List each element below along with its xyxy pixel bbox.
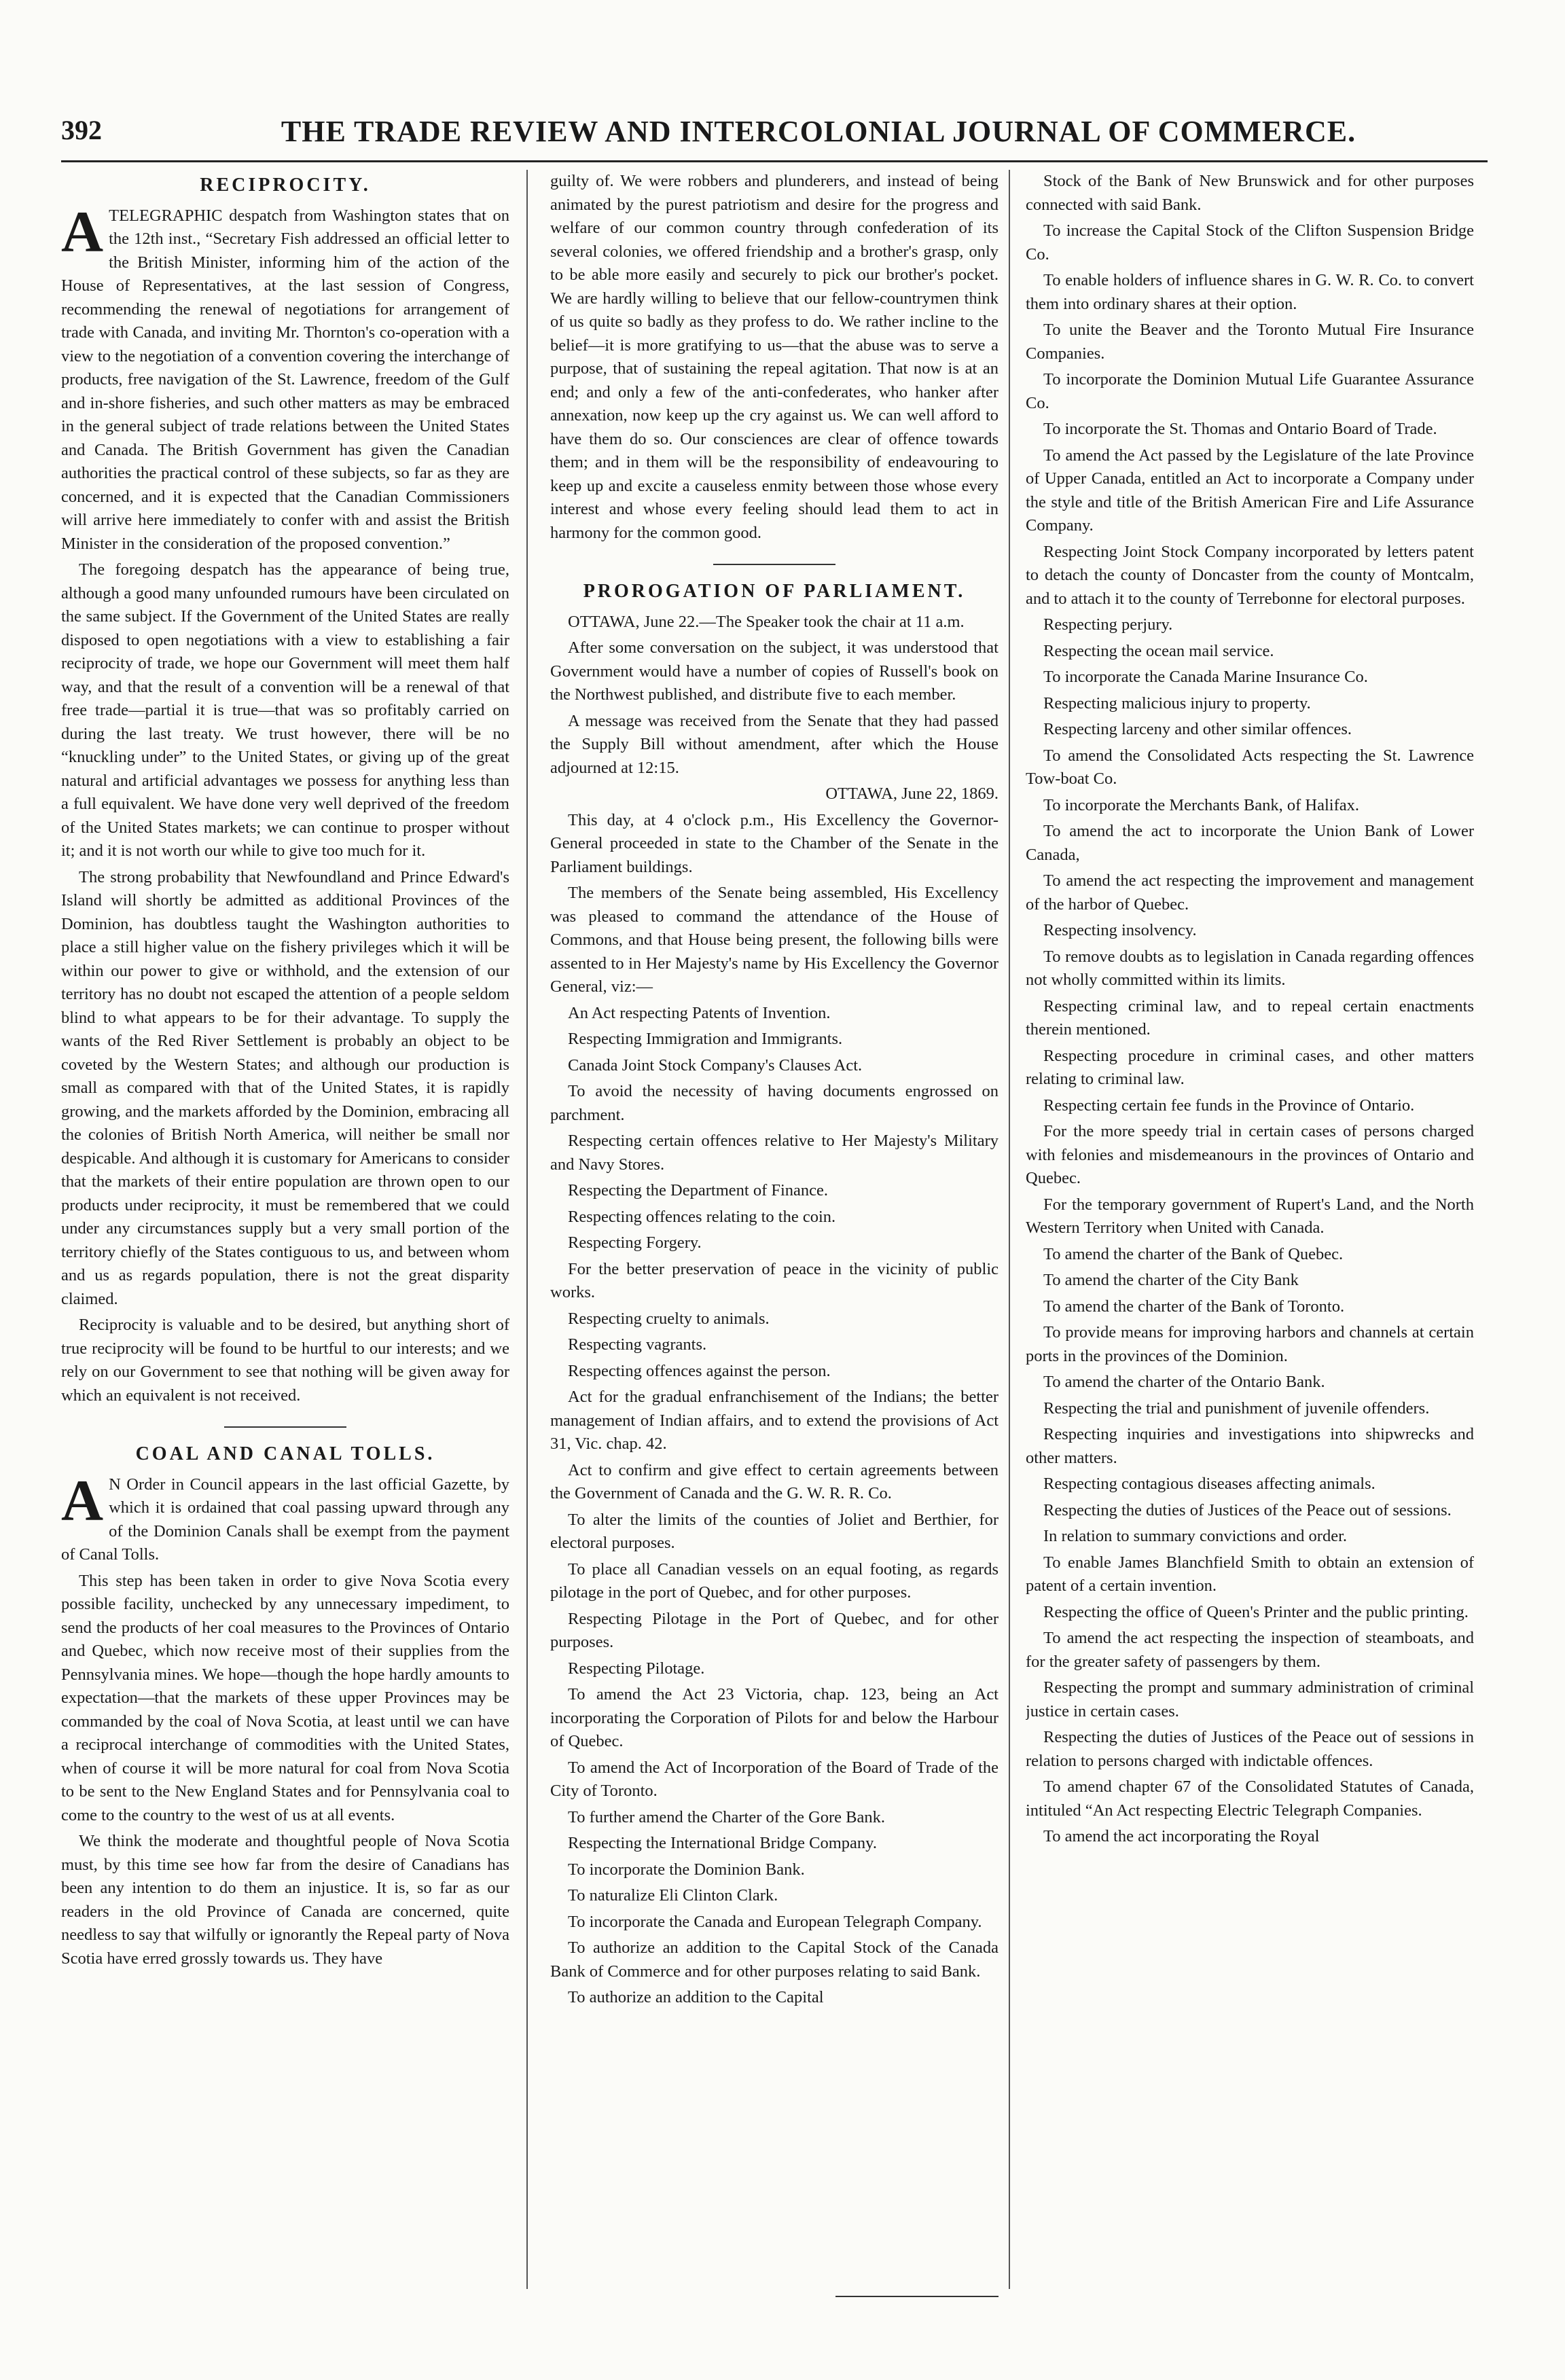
act-item: Respecting offences against the person. [568, 1361, 831, 1380]
act-item: To incorporate the Merchants Bank, of Halifax. [1043, 795, 1359, 814]
act-item: To amend the act to incorporate the Union Bank of Lower Canada, [1026, 822, 1474, 864]
act-item: To alter the limits of the counties of Joliet and Berthier, for electoral purposes. [550, 1510, 999, 1552]
article-paragraph: The members of the Senate being assembled, His Excellency was pleased to command the attendance of the House of Commons, and that House being present, the following bills were assented to in Her Majesty's name by His Excellency the Governor General, viz:— [550, 884, 999, 996]
drop-cap: A [61, 198, 104, 264]
column-1 [61, 170, 509, 2289]
act-item: To amend the charter of the Ontario Bank. [1043, 1373, 1325, 1391]
act-item: Respecting the office of Queen's Printer and the public printing. [1043, 1602, 1469, 1621]
paragraph-text: N Order in Council appears in the last official Gazette, by which it is ordained that coal passing upward through any of the Dominion Canals shall be exempt from the payment of Canal Tolls. [61, 1475, 509, 1564]
act-item: To provide means for improving harbors and channels at certain ports in the provinces of the Dominion. [1026, 1323, 1474, 1365]
column-2 [550, 170, 999, 2289]
act-item: To authorize an addition to the Capital Stock of the Canada Bank of Commerce and for other purposes relating to said Bank. [550, 1939, 999, 1981]
act-item: Respecting the trial and punishment of juvenile offenders. [1043, 1399, 1430, 1418]
act-item: Respecting Immigration and Immigrants. [568, 1030, 843, 1048]
act-item: Respecting larceny and other similar offences. [1043, 720, 1352, 738]
act-item: To incorporate the Canada Marine Insurance Co. [1043, 668, 1368, 686]
act-item: To incorporate the Dominion Mutual Life Guarantee Assurance Co. [1026, 370, 1474, 412]
article-paragraph: The strong probability that Newfoundland and Prince Edward's Island will shortly be admitted as additional Provinces of the Dominion, has doubtless taught the Washington authorities to place a still higher value on the fishery privileges which it will be within our power to give or withhold, and the extension of our territory has no doubt not escaped the attention of a people seldom blind to what appears to be for their advantage. To supply the wants of the Red River Settlement is probably an object to be coveted by the Western States; and although our production is small as compared with that of the United States, it is rapidly growing, and the markets afforded by the Dominion, embracing all the colonies of British North America, will neither be small nor despicable. And although it is customary for Americans to consider that the markets of their entire population are thrown open to our products under reciprocity, it must be remembered that we could under any circumstances supply but a very small portion of the territory chiefly of the States contiguous to us, and between whom and us as regards population, there is not the great disparity claimed. [61, 867, 509, 1308]
act-item: Respecting cruelty to animals. [568, 1309, 770, 1328]
section-rule [224, 1426, 346, 1428]
act-item: To amend the charter of the Bank of Quebec. [1043, 1244, 1344, 1263]
act-item: Respecting Pilotage. [568, 1659, 705, 1678]
act-item: To place all Canadian vessels on an equal footing, as regards pilotage in the port of Quebec, and for other purposes. [550, 1559, 999, 1602]
act-item: To enable holders of influence shares in G. W. R. Co. to convert them into ordinary shares at their option. [1026, 271, 1474, 313]
act-item: To amend the act respecting the improvement and management of the harbor of Quebec. [1026, 871, 1474, 914]
act-item: To authorize an addition to the Capital [568, 1988, 824, 2006]
act-item: To amend the Act 23 Victoria, chap. 123, being an Act incorporating the Corporation of Pilots for and below the Harbour of Quebec. [550, 1685, 999, 1750]
acts-list [550, 1002, 999, 2010]
act-item: Respecting Forgery. [568, 1233, 702, 1252]
column-divider [526, 170, 528, 2289]
article-paragraph [61, 1467, 509, 1567]
act-item: To amend the act respecting the inspection of steamboats, and for the greater safety of passengers by them. [1026, 1629, 1474, 1671]
article-paragraph: After some conversation on the subject, it was understood that Government would have a number of copies of Russell's book on the Northwest published, and distribute five to each member. [550, 638, 999, 704]
article-paragraph: Reciprocity is valuable and to be desired, but anything short of true reciprocity will be found to be hurtful to our interests; and we rely on our Government to see that nothing will be given away for which an equivalent is not received. [61, 1316, 509, 1405]
act-item: Respecting certain fee funds in the Province of Ontario. [1043, 1096, 1415, 1115]
article-paragraph: A message was received from the Senate that they had passed the Supply Bill without amendment, after which the House adjourned at 12:15. [550, 711, 999, 777]
act-item: To unite the Beaver and the Toronto Mutual Fire Insurance Companies. [1026, 321, 1474, 363]
column-divider [1009, 170, 1010, 2289]
act-item: To naturalize Eli Clinton Clark. [568, 1886, 778, 1905]
act-item: For the more speedy trial in certain cases of persons charged with felonies and misdemeanours in the provinces of Ontario and Quebec. [1026, 1122, 1474, 1187]
dateline: OTTAWA, June 22, 1869. [825, 785, 999, 803]
act-item: Act to confirm and give effect to certain agreements between the Government of Canada and the G. W. R. R. Co. [550, 1460, 999, 1502]
act-item: Respecting contagious diseases affecting animals. [1043, 1475, 1375, 1493]
act-item: To increase the Capital Stock of the Clifton Suspension Bridge Co. [1026, 221, 1474, 264]
article-heading-reciprocity: RECIPROCITY. [200, 175, 371, 196]
act-item: Respecting criminal law, and to repeal certain enactments therein mentioned. [1026, 996, 1474, 1039]
page-number: 392 [61, 115, 102, 145]
article-paragraph: guilty of. We were robbers and plunderers, and instead of being animated by the purest patriotism and desire for the progress and welfare of our common country through confederation of its several colonies, we offered friendship and a brother's grasp, only to be able more easily and securely to pick our brother's pocket. We are hardly willing to believe that our fellow-countrymen think of us quite so badly as they profess to do. We rather incline to the belief—it is more gratifying to us—that the abuse was to serve a purpose, that of sustaining the repeal agitation. That now is at an end; and only a few of the anti-confederates, who hanker after annexation, now keep up the cry against us. We can well afford to have them do so. Our consciences are clear of offence towards them; and in them will be the responsibility of endeavouring to keep up and excite a causeless enmity between those whose every interest and whose every feeling should lead them to act in harmony for the common good. [550, 172, 999, 542]
act-item: To further amend the Charter of the Gore Bank. [568, 1807, 886, 1826]
act-item: Respecting inquiries and investigations into shipwrecks and other matters. [1026, 1425, 1474, 1467]
act-item: Respecting vagrants. [568, 1335, 707, 1354]
masthead-rule [61, 160, 1488, 162]
article-paragraph: This day, at 4 o'clock p.m., His Excellency the Governor-General proceeded in state to the Chamber of the Senate in the Parliament buildings. [550, 810, 999, 876]
article-heading-coal: COAL AND CANAL TOLLS. [135, 1443, 435, 1464]
act-item: Respecting the Department of Finance. [568, 1181, 829, 1200]
paragraph-text: TELEGRAPHIC despatch from Washington states that on the 12th inst., “Secretary Fish addressed an official letter to the British Minister, informing him of the action of the House of Representatives, at the last session of Congress, recommending the renewal of negotiations for arrangement of trade with Canada, and inviting Mr. Thornton's co-operation with a view to the negotiation of a convention covering the interchange of products, free navigation of the St. Lawrence, freedom of the Gulf and in-shore fisheries, and such other matters as may be embraced in the general subject of trade relations between the United States and Canada. The British Government has given the Canadian authorities the practical control of these subjects, so far as they are concerned, and it is expected that the Canadian Commissioners will arrive here immediately to confer with and assist the British Minister in the consideration of the proposed convention.” [61, 206, 509, 553]
act-item: Respecting the duties of Justices of the Peace out of sessions in relation to persons charged with indictable offences. [1026, 1728, 1474, 1770]
act-item: Respecting Joint Stock Company incorporated by letters patent to detach the county of Doncaster from the county of Montcalm, and to attach it to the county of Terrebonne for electoral purposes. [1026, 542, 1474, 608]
act-item: For the temporary government of Rupert's Land, and the North Western Territory when United with Canada. [1026, 1195, 1474, 1237]
act-item: Respecting the prompt and summary administration of criminal justice in certain cases. [1026, 1678, 1474, 1720]
act-item: To amend the Act of Incorporation of the Board of Trade of the City of Toronto. [550, 1758, 999, 1800]
article-paragraph [61, 198, 509, 556]
journal-title: THE TRADE REVIEW AND INTERCOLONIAL JOURNAL OF COMMERCE. [281, 115, 1356, 148]
acts-list [1026, 170, 1474, 1849]
act-item: To amend chapter 67 of the Consolidated Statutes of Canada, intituled “An Act respecting Electric Telegraph Companies. [1026, 1778, 1474, 1820]
act-item: Respecting certain offences relative to Her Majesty's Military and Navy Stores. [550, 1132, 999, 1174]
masthead [61, 114, 1488, 155]
article-paragraph: This step has been taken in order to give Nova Scotia every possible facility, unchecked by any unnecessary impediment, to send the products of her coal measures to the Provinces of Ontario and Quebec, which now receive most of their supplies from the Pennsylvania mines. We hope—though the hope hardly amounts to expectation—that the markets of these upper Provinces may be commanded by the coal of Nova Scotia, at least until we can have a reciprocal interchange of commodities with the United States, when of course it will be more natural for coal from Nova Scotia to be sent to the New England States and for Pennsylvania coal to come to the country to the west of us at all events. [61, 1571, 509, 1824]
act-item: To incorporate the Canada and European Telegraph Company. [568, 1912, 982, 1931]
article-paragraph: OTTAWA, June 22.—The Speaker took the chair at 11 a.m. [568, 612, 965, 631]
act-item: Respecting Pilotage in the Port of Quebec, and for other purposes. [550, 1609, 999, 1651]
act-item: Respecting the duties of Justices of the Peace out of sessions. [1043, 1500, 1452, 1519]
act-item: To remove doubts as to legislation in Canada regarding offences not wholly committed within its limits. [1026, 947, 1474, 989]
article-paragraph: The foregoing despatch has the appearance of being true, although a good many unfounded rumours have been circulated on the same subject. If the Government of the United States are really disposed to open negotiations with a view to establishing a fair reciprocity of trade, we hope our Government will meet them half way, and that the result of a convention will be a renewal of that free trade—partial it is true—that was so profitably carried on during the last treaty. We trust however, there will be no “knuckling under” to the United States, or giving up of the great natural and artificial advantages we possess for anything less than a full equivalent. We have done very well deprived of the freedom of the United States markets; we can continue to prosper without it; and it is not worth our while to give too much for it. [61, 560, 509, 860]
act-item: To amend the act incorporating the Royal [1043, 1827, 1320, 1845]
act-item: In relation to summary convictions and order. [1043, 1527, 1348, 1545]
act-item: To amend the Consolidated Acts respecting the St. Lawrence Tow-boat Co. [1026, 746, 1474, 788]
act-item: To amend the charter of the City Bank [1043, 1271, 1299, 1289]
column-3 [1026, 170, 1474, 2289]
article-paragraph: We think the moderate and thoughtful people of Nova Scotia must, by this time see how far from the desire of Canadians has been any intention to do them an injustice. It is, so far as our readers in the old Province of Canada are concerned, quite needless to say that wilfully or ignorantly the Repeal party of Nova Scotia have erred grossly towards us. They have [61, 1832, 509, 1968]
act-item: Respecting offences relating to the coin. [568, 1207, 836, 1226]
act-item: Respecting the International Bridge Company. [568, 1834, 877, 1852]
act-item: Respecting malicious injury to property. [1043, 693, 1311, 713]
act-item: Respecting insolvency. [1043, 921, 1197, 939]
act-item: To enable James Blanchfield Smith to obtain an extension of patent of a certain invention. [1026, 1553, 1474, 1595]
act-item: Respecting perjury. [1043, 615, 1173, 634]
drop-cap: A [61, 1467, 104, 1533]
act-item: Stock of the Bank of New Brunswick and for other purposes connected with said Bank. [1026, 172, 1474, 214]
act-item: To avoid the necessity of having documents engrossed on parchment. [550, 1082, 999, 1124]
section-rule [713, 564, 835, 565]
act-item: For the better preservation of peace in the vicinity of public works. [550, 1259, 999, 1301]
act-item: Canada Joint Stock Company's Clauses Act. [568, 1056, 863, 1075]
act-item: To amend the Act passed by the Legislature of the late Province of Upper Canada, entitled an Act to incorporate a Company under the style and title of the British American Fire and Life Assurance Company. [1026, 446, 1474, 535]
act-item: Respecting the ocean mail service. [1043, 641, 1274, 660]
act-item: Act for the gradual enfranchisement of the Indians; the better management of Indian affairs, and to extend the provisions of Act 31, Vic. chap. 42. [550, 1388, 999, 1453]
act-item: Respecting procedure in criminal cases, and other matters relating to criminal law. [1026, 1046, 1474, 1088]
act-item: To amend the charter of the Bank of Toronto. [1043, 1297, 1345, 1316]
article-heading-prorogation: PROROGATION OF PARLIAMENT. [583, 581, 966, 602]
act-item: To incorporate the Dominion Bank. [568, 1860, 805, 1879]
act-item: To incorporate the St. Thomas and Ontario Board of Trade. [1043, 420, 1437, 438]
footer-rule [835, 2296, 999, 2297]
act-item: An Act respecting Patents of Invention. [568, 1003, 831, 1022]
